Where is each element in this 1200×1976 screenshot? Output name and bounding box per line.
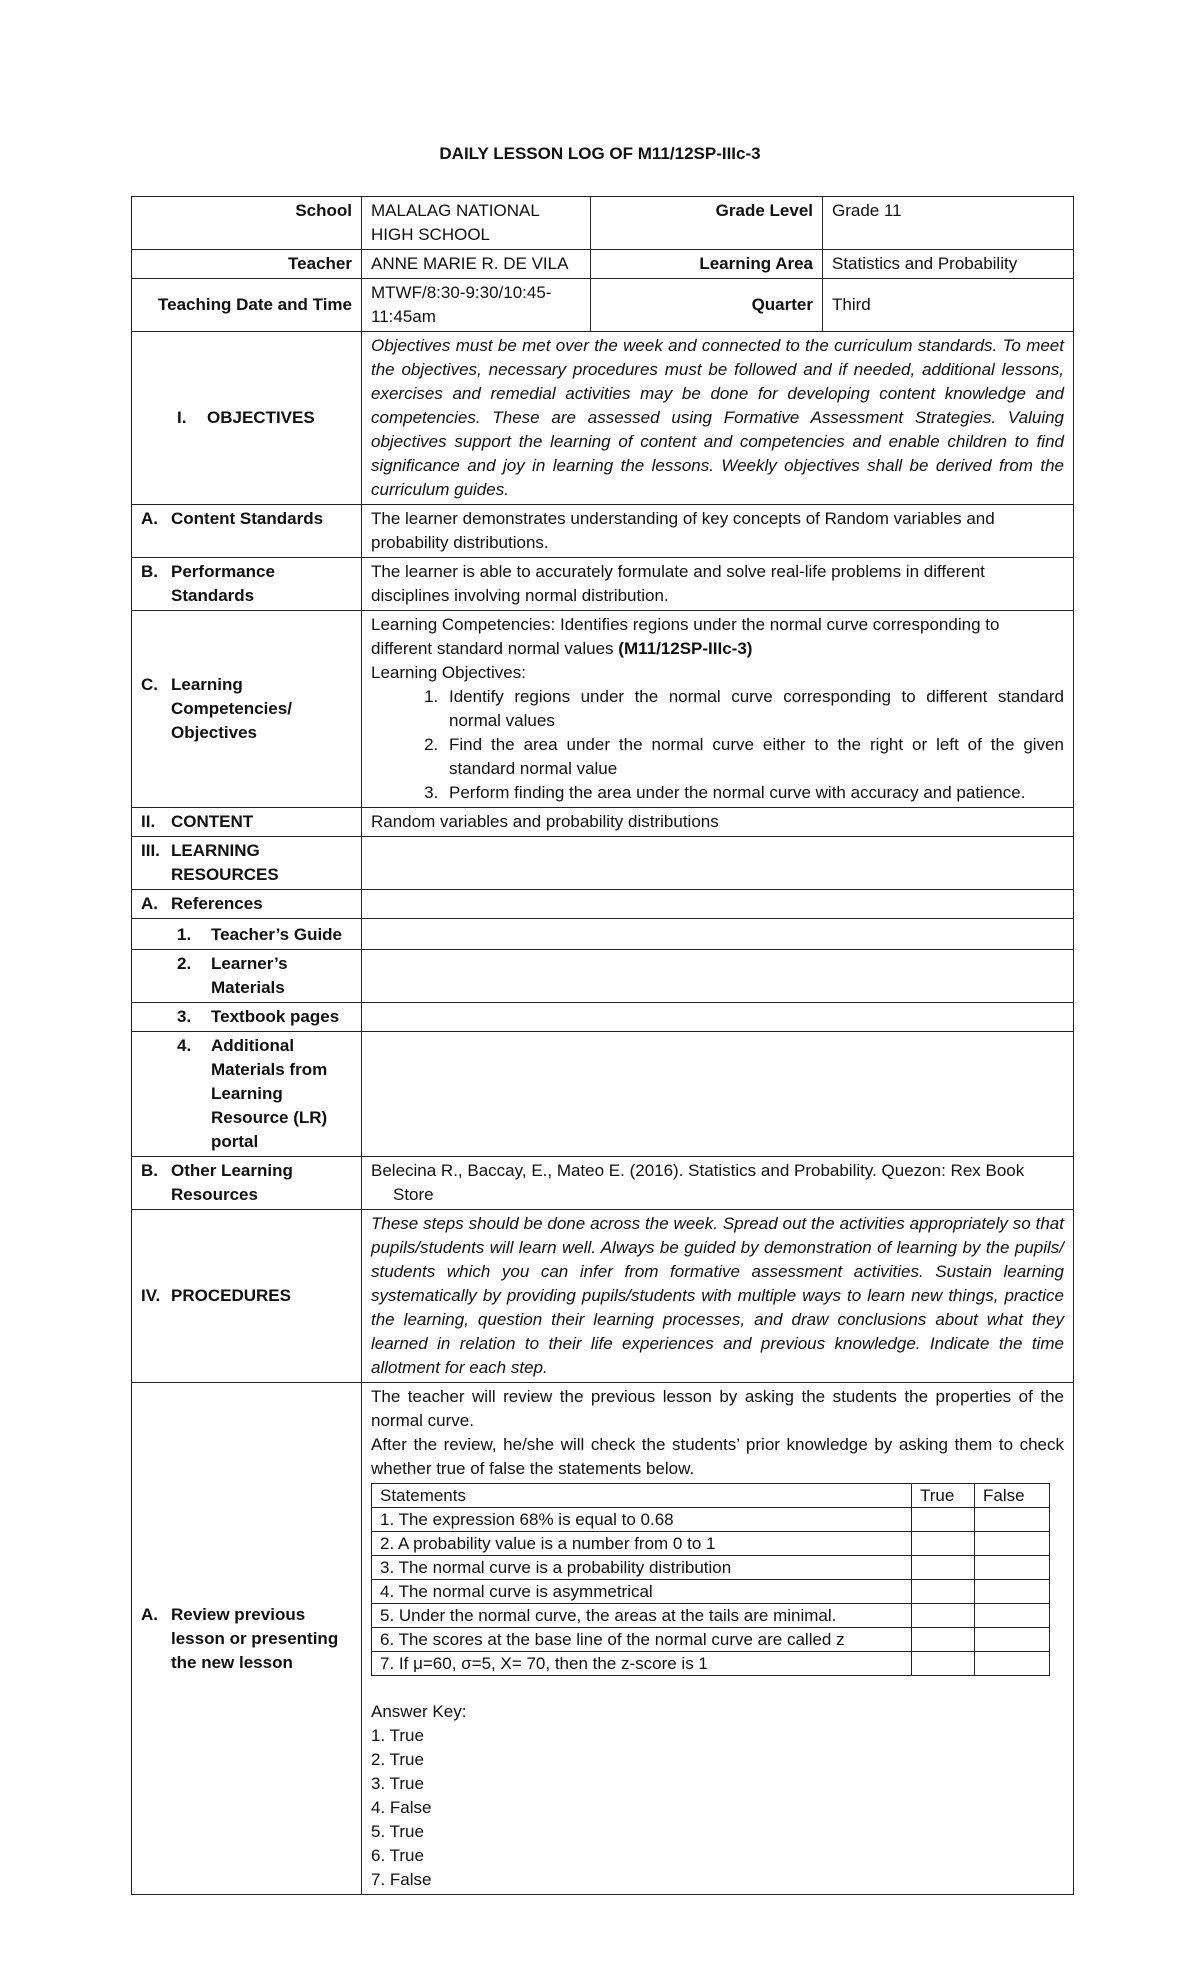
content-standards-label: Content Standards (171, 509, 324, 528)
table-row (372, 1508, 1050, 1532)
procedures-label: PROCEDURES (171, 1286, 291, 1305)
additional-materials-value (362, 1032, 1074, 1157)
list-item: 1. True (371, 1726, 424, 1745)
objectives-num: I. (177, 408, 187, 427)
additional-materials-label-cell (132, 1032, 362, 1157)
list-item: 1. Identify regions under the normal curve corresponding to different standard normal values (443, 685, 1064, 733)
false-cell[interactable] (975, 1532, 1050, 1556)
performance-standards-label-cell (132, 558, 362, 611)
grade-level-value: Grade 11 (823, 197, 1074, 250)
content-label: CONTENT (171, 812, 254, 831)
statement-cell: 1. The expression 68% is equal to 0.68 (372, 1508, 912, 1532)
false-cell[interactable] (975, 1652, 1050, 1676)
teacher-row (132, 250, 1074, 279)
competencies-num: C. (141, 675, 158, 694)
textbook-pages-value (362, 1003, 1074, 1032)
lesson-log-table (131, 196, 1074, 1895)
list-item: 2. Find the area under the normal curve either to the right or left of the given standard normal value (443, 733, 1064, 781)
procedures-num: IV. (141, 1286, 161, 1305)
true-cell[interactable] (912, 1580, 975, 1604)
performance-standards-text: The learner is able to accurately formulate and solve real-life problems in different disciplines involving normal distribution. (362, 558, 1074, 611)
content-standards-text: The learner demonstrates understanding of key concepts of Random variables and probability distributions. (362, 505, 1074, 558)
school-value: MALALAG NATIONAL HIGH SCHOOL (362, 197, 591, 250)
table-header-row (372, 1484, 1050, 1508)
textbook-pages-label: Textbook pages (211, 1007, 340, 1026)
learning-objectives-label: Learning Objectives: (371, 663, 526, 682)
list-item: 5. True (371, 1822, 424, 1841)
other-resources-row (132, 1157, 1074, 1210)
textbook-pages-label-cell (132, 1003, 362, 1032)
textbook-pages-num: 3. (177, 1007, 192, 1026)
learning-objectives-list (371, 685, 1064, 805)
learning-resources-label: LEARNING RESOURCES (171, 841, 279, 884)
list-item: 6. True (371, 1846, 424, 1865)
learning-competencies-text: Learning Competencies: Identifies regions under the normal curve corresponding to different standard normal values (371, 615, 1000, 658)
learning-area-value: Statistics and Probability (823, 250, 1074, 279)
false-cell[interactable] (975, 1604, 1050, 1628)
content-row (132, 808, 1074, 837)
learners-materials-label-cell (132, 950, 362, 1003)
additional-materials-num: 4. (177, 1036, 192, 1055)
quarter-label: Quarter (591, 279, 823, 332)
learning-competencies-code: (M11/12SP-IIIc-3) (618, 639, 753, 658)
list-item: 4. False (371, 1798, 432, 1817)
true-cell[interactable] (912, 1604, 975, 1628)
objectives-row (132, 332, 1074, 505)
learning-competencies (371, 613, 1064, 661)
other-resources-label: Other Learning Resources (171, 1161, 293, 1204)
learners-materials-num: 2. (177, 954, 192, 973)
table-row (372, 1580, 1050, 1604)
references-row (132, 890, 1074, 919)
false-cell[interactable] (975, 1628, 1050, 1652)
review-label: Review previous lesson or presenting the new lesson (171, 1604, 339, 1672)
performance-standards-row (132, 558, 1074, 611)
quarter-value: Third (823, 279, 1074, 332)
statement-cell: 2. A probability value is a number from 0 to 1 (372, 1532, 912, 1556)
statement-cell: 5. Under the normal curve, the areas at the tails are minimal. (372, 1604, 912, 1628)
statement-cell: 3. The normal curve is a probability distribution (372, 1556, 912, 1580)
true-cell[interactable] (912, 1628, 975, 1652)
teaching-date-value: MTWF/8:30-9:30/10:45-11:45am (362, 279, 591, 332)
review-num: A. (141, 1604, 158, 1624)
statement-cell: 4. The normal curve is asymmetrical (372, 1580, 912, 1604)
procedures-label-cell (132, 1210, 362, 1383)
school-row (132, 197, 1074, 250)
teachers-guide-label: Teacher’s Guide (211, 925, 343, 944)
false-header: False (975, 1484, 1050, 1508)
references-value (362, 890, 1074, 919)
competencies-cell (362, 611, 1074, 808)
list-item: 3. Perform finding the area under the normal curve with accuracy and patience. (443, 781, 1064, 805)
learning-resources-num: III. (141, 841, 160, 860)
list-item: 3. True (371, 1774, 424, 1793)
learning-area-label: Learning Area (591, 250, 823, 279)
grade-level-label: Grade Level (591, 197, 823, 250)
references-label-cell (132, 890, 362, 919)
teachers-guide-label-cell (132, 919, 362, 950)
content-num: II. (141, 812, 156, 831)
table-row (372, 1556, 1050, 1580)
content-standards-row (132, 505, 1074, 558)
date-row (132, 279, 1074, 332)
other-resources-label-cell (132, 1157, 362, 1210)
review-intro-1: The teacher will review the previous lesson by asking the students the properties of the normal curve. (371, 1387, 1064, 1430)
references-label: References (171, 894, 263, 913)
procedures-text: These steps should be done across the week. Spread out the activities appropriately so that pupils/students will learn well. Always be guided by demonstration of learning by the pupils/ students which you can infer from formative assessment activities. Sustain learning systematically by providing pupils/students with multiple ways to learn new things, practice the learning, question their learning processes, and draw conclusions about what they learned in relation to their life experiences and previous knowledge. Indicate the time allotment for each step. (362, 1210, 1074, 1383)
competencies-label: Learning Competencies/ Objectives (171, 675, 292, 742)
false-cell[interactable] (975, 1580, 1050, 1604)
true-cell[interactable] (912, 1532, 975, 1556)
table-row (372, 1628, 1050, 1652)
competencies-label-cell (132, 611, 362, 808)
teachers-guide-num: 1. (177, 925, 192, 944)
learning-resources-value (362, 837, 1074, 890)
learners-materials-value (362, 950, 1074, 1003)
other-resources-text-cell (362, 1157, 1074, 1210)
performance-standards-num: B. (141, 562, 158, 581)
statement-cell: 7. If μ=60, σ=5, X= 70, then the z-score is 1 (372, 1652, 912, 1676)
references-num: A. (141, 894, 158, 913)
document-title: DAILY LESSON LOG OF M11/12SP-IIIc-3 (439, 144, 761, 163)
review-intro-2: After the review, he/she will check the students’ prior knowledge by asking them to check whether true of false the statements below. (371, 1435, 1064, 1478)
learners-materials-label: Learner’s Materials (211, 954, 288, 997)
teachers-guide-value (362, 919, 1074, 950)
learners-materials-row (132, 950, 1074, 1003)
answer-key-label: Answer Key: (371, 1702, 467, 1721)
true-cell[interactable] (912, 1652, 975, 1676)
answer-key (371, 1700, 1064, 1892)
teacher-value: ANNE MARIE R. DE VILA (362, 250, 591, 279)
content-text: Random variables and probability distributions (362, 808, 1074, 837)
teacher-label: Teacher (132, 250, 362, 279)
statement-cell: 6. The scores at the base line of the normal curve are called z (372, 1628, 912, 1652)
table-row (372, 1532, 1050, 1556)
objectives-label-cell (132, 332, 362, 505)
review-label-cell (132, 1383, 362, 1895)
competencies-row (132, 611, 1074, 808)
content-standards-num: A. (141, 509, 158, 528)
statements-header: Statements (372, 1484, 912, 1508)
objectives-text: Objectives must be met over the week and connected to the curriculum standards. To meet the objectives, necessary procedures must be followed and if needed, additional lessons, exercises and remedial activities may be done for developing content knowledge and competencies. These are assessed using Formative Assessment Strategies. Valuing objectives support the learning of content and competencies and enable children to find significance and joy in learning the lessons. Weekly objectives shall be derived from the curriculum guides. (362, 332, 1074, 505)
false-cell[interactable] (975, 1556, 1050, 1580)
teachers-guide-row (132, 919, 1074, 950)
additional-materials-label: Additional Materials from Learning Resource (LR) portal (211, 1036, 328, 1151)
objectives-label: OBJECTIVES (207, 408, 315, 427)
learning-resources-row (132, 837, 1074, 890)
content-label-cell (132, 808, 362, 837)
statements-table (371, 1483, 1050, 1676)
true-cell[interactable] (912, 1556, 975, 1580)
learning-resources-label-cell (132, 837, 362, 890)
procedures-row (132, 1210, 1074, 1383)
performance-standards-label: Performance Standards (171, 562, 275, 605)
school-label: School (132, 197, 362, 250)
textbook-pages-row (132, 1003, 1074, 1032)
review-cell (362, 1383, 1074, 1895)
teaching-date-label: Teaching Date and Time (132, 279, 362, 332)
review-row (132, 1383, 1074, 1895)
false-cell[interactable] (975, 1508, 1050, 1532)
additional-materials-row (132, 1032, 1074, 1157)
other-resources-text: Belecina R., Baccay, E., Mateo E. (2016). Statistics and Probability. Quezon: Rex Book Store (371, 1161, 1025, 1204)
other-resources-num: B. (141, 1161, 158, 1180)
true-cell[interactable] (912, 1508, 975, 1532)
table-row (372, 1604, 1050, 1628)
true-header: True (912, 1484, 975, 1508)
table-row (372, 1652, 1050, 1676)
list-item: 2. True (371, 1750, 424, 1769)
content-standards-label-cell (132, 505, 362, 558)
list-item: 7. False (371, 1870, 432, 1889)
